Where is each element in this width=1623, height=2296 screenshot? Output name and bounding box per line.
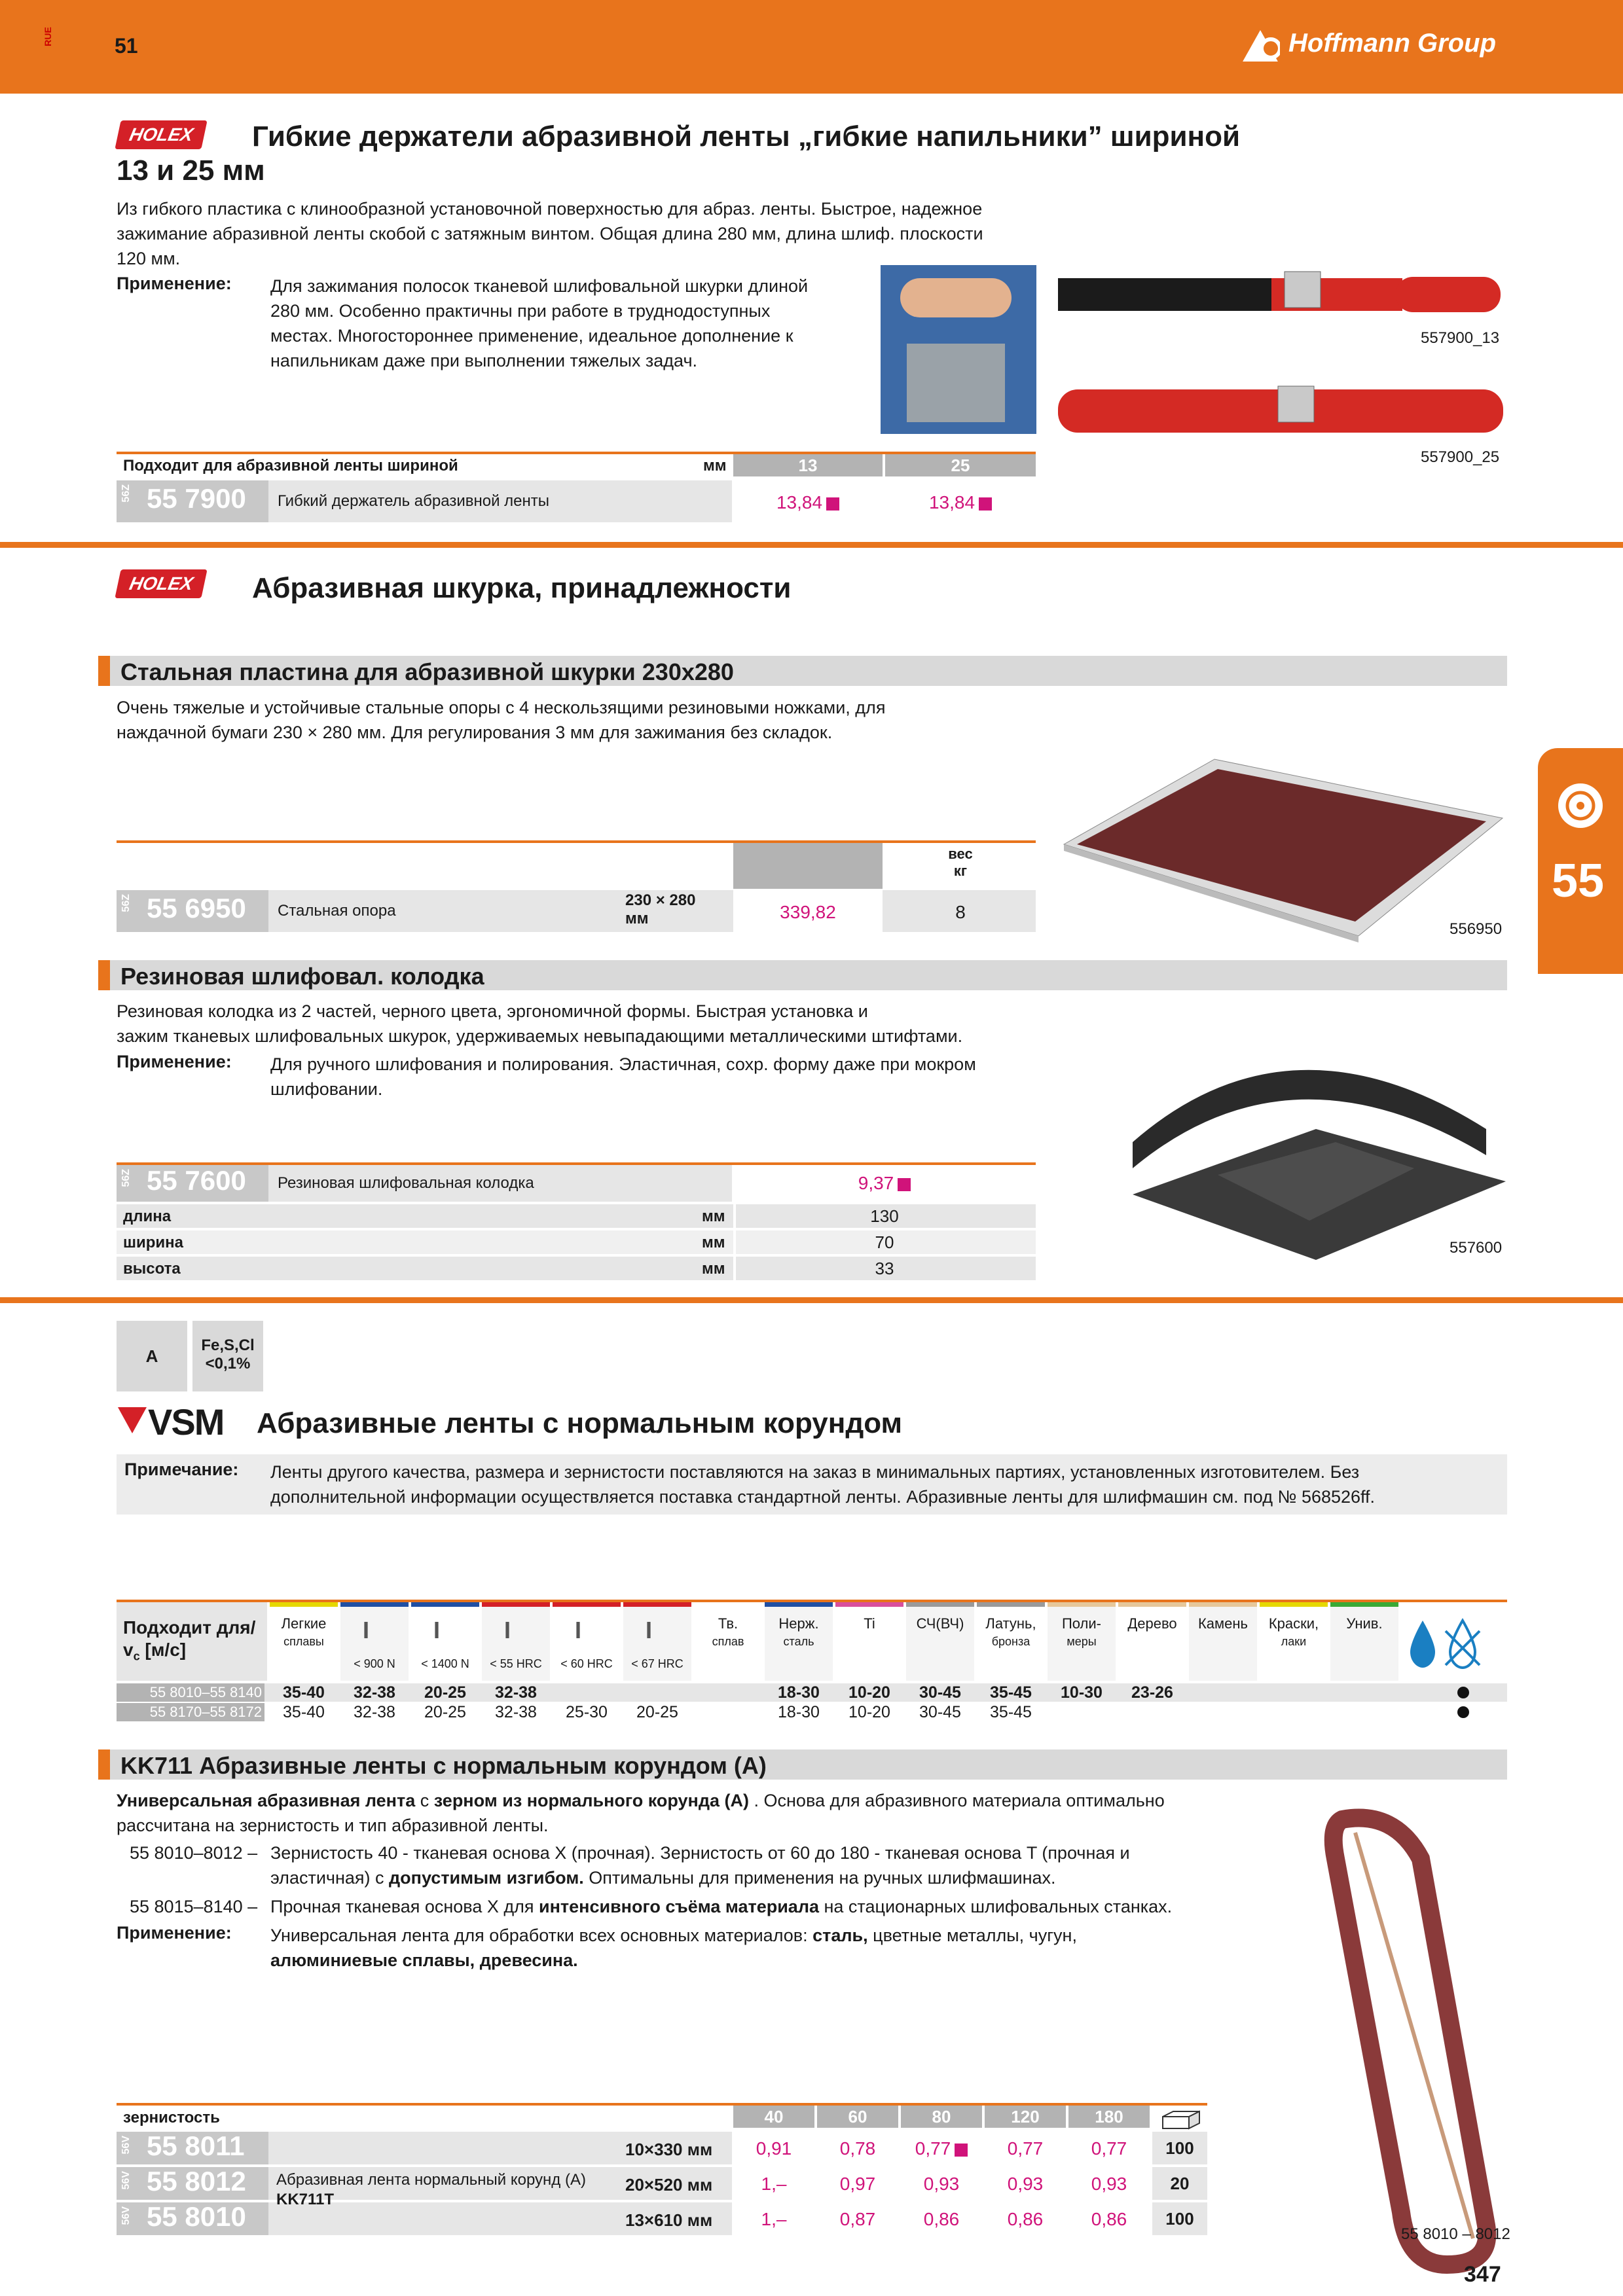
fits-width-label: Подходит для абразивной ленты шириной	[123, 457, 458, 475]
spec-label: длина	[123, 1208, 172, 1225]
item-bold: интенсивного съёма материала	[539, 1897, 819, 1916]
section4-application	[270, 1052, 976, 1102]
article-number-box[interactable]	[117, 2202, 268, 2235]
material-subname: меры	[1067, 1635, 1097, 1648]
size-cell	[625, 891, 695, 928]
vc-symbol: v	[123, 1640, 134, 1660]
desc-line: Из гибкого пластика с клинообразной установочной поверхностью для абраз. ленты. Быстрое, надежное	[117, 199, 983, 219]
material-color-stripe	[1118, 1602, 1186, 1607]
material-color-stripe	[623, 1602, 691, 1607]
grit-price[interactable]	[985, 2209, 1066, 2230]
spec-value: 70	[875, 1232, 894, 1252]
app-text: Универсальная лента для обработки всех основных материалов:	[270, 1926, 813, 1945]
desc-line: наждачной бумаги 230 × 280 мм. Для регулирования 3 мм для зажимания без складок.	[117, 723, 833, 742]
image-label-556950: 556950	[1450, 920, 1503, 938]
holex-brand-badge: HOLEX	[115, 569, 208, 598]
material-color-stripe	[553, 1602, 621, 1607]
section2-title: Абразивная шкурка, принадлежности	[252, 572, 792, 604]
package-box-icon	[1160, 2109, 1202, 2130]
article-number-box[interactable]	[117, 480, 268, 522]
item-bold: допустимым изгибом.	[389, 1868, 584, 1888]
item2-text	[270, 1894, 1172, 1919]
price-value: 1,–	[761, 2209, 787, 2229]
cutting-speed-value: 35-40	[283, 1703, 325, 1721]
section-separator	[0, 542, 1623, 548]
section6-application	[270, 1923, 1077, 1973]
material-name: СЧ(ВЧ)	[916, 1615, 964, 1632]
material-subname: < 900 N	[354, 1657, 395, 1670]
steel-beam-icon: I	[363, 1617, 370, 1643]
rubber-block-section-bar	[98, 960, 1507, 990]
cutting-speed-value: 30-45	[919, 1703, 961, 1721]
usage-photo	[881, 265, 1036, 434]
price-13[interactable]	[733, 492, 883, 513]
material-color-stripe	[270, 1602, 338, 1607]
belt-type: KK711T	[276, 2191, 335, 2208]
cutting-speed-value: 18-30	[778, 1703, 820, 1721]
price-value: 0,86	[923, 2209, 960, 2229]
intro-bold: зерном из нормального корунда (A)	[433, 1791, 750, 1810]
cutting-speed-value: 35-45	[990, 1703, 1032, 1721]
grit-column-head: 120	[985, 2106, 1066, 2128]
grinding-disc-icon	[1557, 782, 1604, 829]
price-value: 0,97	[839, 2174, 876, 2194]
item-text: Оптимальны для применения на ручных шлифмашинах.	[583, 1868, 1056, 1888]
material-subname: сплавы	[283, 1635, 324, 1648]
grit-price[interactable]	[1068, 2138, 1150, 2159]
price-value: 0,86	[1007, 2209, 1044, 2229]
price-value: 0,77	[1091, 2138, 1127, 2159]
accent-bar	[98, 1749, 110, 1780]
material-name: Ti	[864, 1615, 875, 1632]
kk711-section-bar	[98, 1749, 1507, 1780]
spec-label: ширина	[123, 1234, 184, 1251]
intro-text: . Основа для абразивного материала оптимально	[749, 1791, 1165, 1810]
article-number-box[interactable]	[117, 2132, 268, 2164]
marker-icon	[826, 497, 839, 511]
pack-quantity: 20	[1152, 2167, 1207, 2200]
section1-title-line2: 13 и 25 мм	[117, 154, 265, 187]
abrasive-type-box: A	[117, 1321, 187, 1391]
price-25[interactable]	[885, 492, 1036, 513]
price-value: 0,86	[1091, 2209, 1127, 2229]
material-name: Легкие	[281, 1615, 327, 1632]
no-coolant-drop-icon	[1443, 1618, 1482, 1670]
section4-description	[117, 999, 962, 1049]
cutting-speed-value: 35-45	[990, 1683, 1032, 1702]
marker-icon	[898, 1178, 911, 1191]
article-prefix: 56Z	[120, 484, 132, 503]
abrasive-belt-image	[1316, 1806, 1512, 2278]
material-subname: лаки	[1281, 1635, 1307, 1648]
material-color-stripe	[765, 1602, 833, 1607]
table-top-rule	[117, 840, 1036, 843]
image-label-557600: 557600	[1450, 1239, 1503, 1257]
material-subname: < 55 HRC	[490, 1657, 542, 1670]
material-subname: сталь	[783, 1635, 814, 1648]
rubber-block-image	[1120, 1024, 1512, 1273]
marker-icon	[955, 2144, 968, 2157]
article-range: 55 8170–55 8172	[117, 1703, 264, 1721]
material-color-stripe	[906, 1602, 974, 1607]
item1-text	[270, 1840, 1305, 1890]
app-line: 280 мм. Особенно практичны при работе в труднодоступных	[270, 301, 771, 321]
weight-unit: кг	[953, 863, 968, 879]
flexible-file-25-image	[1055, 383, 1507, 442]
vsm-triangle-icon	[118, 1407, 147, 1433]
cutting-speed-value: 20-25	[424, 1703, 466, 1721]
application-label: Применение:	[117, 1052, 232, 1071]
material-color-stripe	[1330, 1602, 1398, 1607]
cutting-speed-value: 23-26	[1131, 1683, 1173, 1702]
region-code: RUE	[42, 27, 53, 46]
spec-value: 130	[870, 1206, 899, 1226]
unit-label: мм	[703, 457, 727, 475]
price-steel-plate[interactable]: 339,82	[780, 902, 836, 922]
material-color-stripe	[1048, 1602, 1116, 1607]
note-line: дополнительной информации осуществляется поставка стандартной ленты. Абразивные ленты для шлифмашин см. под № 568526ff.	[270, 1487, 1376, 1507]
price-value: 13,84	[928, 492, 976, 512]
section6-title: KK711 Абразивные ленты с нормальным корундом (A)	[120, 1752, 767, 1779]
grit-column-head: 60	[817, 2106, 898, 2128]
cutting-speed-value: 32-38	[354, 1683, 395, 1702]
app-line: шлифовании.	[270, 1079, 383, 1099]
article-number: 55 6950	[147, 893, 246, 924]
steel-beam-icon: I	[504, 1617, 511, 1643]
cutting-speed-value: 18-30	[778, 1683, 820, 1702]
cutting-speed-value: 10-20	[848, 1683, 890, 1702]
app-line: Для зажимания полосок тканевой шлифовальной шкурки длиной	[270, 276, 809, 296]
note-line: Ленты другого качества, размера и зернистости поставляются на заказ в минимальных партиях, установленных изготовителем. Без	[270, 1462, 1360, 1482]
cutting-speed-value: 32-38	[354, 1703, 395, 1721]
intro-line: рассчитана на зернистость и тип абразивной ленты.	[117, 1816, 549, 1835]
grit-price[interactable]	[733, 2138, 814, 2159]
price-value: 0,93	[923, 2174, 960, 2194]
cutting-speed-value: 20-25	[636, 1703, 678, 1721]
note-text	[270, 1460, 1375, 1509]
belt-size: 20×520 мм	[625, 2175, 713, 2195]
article-number: 55 8011	[147, 2130, 245, 2161]
material-color-stripe	[1189, 1602, 1257, 1607]
material-name: Унив.	[1346, 1615, 1383, 1632]
section5-title: Абразивные ленты с нормальным корундом	[257, 1407, 903, 1439]
table-head-row	[117, 454, 732, 476]
item2-code: 55 8015–8140 –	[130, 1897, 258, 1916]
article-number-box[interactable]	[117, 2167, 268, 2200]
cutting-speed-value: 35-40	[283, 1683, 325, 1702]
price-value: 0,77	[915, 2138, 951, 2159]
cutting-speed-value: 20-25	[424, 1683, 466, 1702]
image-label-belt: 55 8010 – 8012	[1401, 2225, 1510, 2243]
article-description: Гибкий держатель абразивной ленты	[278, 492, 550, 510]
vsm-logo	[118, 1407, 147, 1433]
material-color-stripe	[977, 1602, 1045, 1607]
dry-use-dot-icon	[1457, 1706, 1469, 1718]
application-label: Применение:	[117, 1923, 232, 1943]
price-value: 0,93	[1007, 2174, 1044, 2194]
price-value: 0,91	[756, 2138, 792, 2159]
marker-icon	[979, 497, 992, 511]
section1-title-line1: Гибкие держатели абразивной ленты „гибкие напильники” шириной	[252, 120, 1241, 152]
item1-code: 55 8010–8012 –	[130, 1843, 258, 1863]
note-label: Примечание:	[124, 1460, 239, 1479]
app-line: местах. Многостороннее применение, идеальное дополнение к	[270, 326, 793, 346]
grit-price[interactable]	[733, 2174, 814, 2195]
grit-price[interactable]	[817, 2138, 898, 2159]
steel-beam-icon: I	[433, 1617, 441, 1643]
section4-title: Резиновая шлифовал. колодка	[120, 963, 484, 990]
section1-description	[117, 196, 983, 271]
grit-price[interactable]	[733, 2209, 814, 2230]
desc-line: Резиновая колодка из 2 частей, черного цвета, эргономичной формы. Быстрая установка и	[117, 1001, 868, 1021]
article-prefix: 56V	[120, 2206, 132, 2225]
catalog-page-number: 51	[115, 34, 138, 58]
app-bold: сталь,	[812, 1926, 868, 1945]
sulfur-free-box	[192, 1321, 263, 1391]
article-number: 55 8012	[147, 2166, 246, 2197]
price-value: 13,84	[776, 492, 823, 512]
price-value: 9,37	[858, 1173, 894, 1193]
pack-quantity: 100	[1152, 2202, 1207, 2235]
material-subname: бронза	[991, 1635, 1030, 1648]
belt-desc-line: Абразивная лента нормальный корунд (A)	[276, 2171, 586, 2189]
cutting-speed-value: 30-45	[919, 1683, 961, 1702]
image-label-13: 557900_13	[1421, 329, 1500, 347]
grit-price[interactable]	[901, 2138, 982, 2159]
material-subname: < 67 HRC	[631, 1657, 684, 1670]
material-color-stripe	[694, 1602, 762, 1607]
spec-value: 33	[875, 1259, 894, 1278]
price-value: 0,77	[1007, 2138, 1044, 2159]
spec-unit: мм	[702, 1260, 725, 1278]
article-desc-cell	[268, 1165, 732, 1202]
accent-bar	[98, 960, 110, 990]
cutting-speed-value: 25-30	[566, 1703, 608, 1721]
material-subname: сплав	[712, 1635, 744, 1648]
intro-text: с	[415, 1791, 434, 1810]
vc-sub: c	[133, 1649, 140, 1663]
grit-label: зернистость	[123, 2109, 220, 2126]
spec-label: высота	[123, 1260, 181, 1278]
weight-value: 8	[955, 902, 966, 922]
application-label: Применение:	[117, 274, 232, 293]
size-value: 230 × 280	[625, 891, 696, 909]
col-label: 25	[951, 456, 970, 475]
col-head-13	[733, 454, 883, 476]
article-prefix: 56V	[120, 2171, 132, 2190]
suitable-for-label	[123, 1617, 255, 1668]
image-label-25: 557900_25	[1421, 448, 1500, 466]
material-name: Краски,	[1268, 1615, 1319, 1632]
item-text: эластичная) с	[270, 1868, 390, 1888]
section3-title: Стальная пластина для абразивной шкурки 230x280	[120, 658, 734, 685]
grit-price[interactable]	[817, 2209, 898, 2230]
col-label: 13	[798, 456, 818, 475]
spec-unit: мм	[702, 1208, 725, 1225]
section3-description	[117, 695, 885, 745]
holex-brand-badge: HOLEX	[115, 120, 208, 149]
steel-plate-section-bar	[98, 656, 1507, 686]
material-name: Нерж.	[778, 1615, 819, 1632]
grit-price[interactable]	[985, 2174, 1066, 2195]
pack-quantity: 100	[1152, 2132, 1207, 2164]
desc-line: 120 мм.	[117, 249, 181, 268]
desc-line: Очень тяжелые и устойчивые стальные опоры с 4 нескользящими резиновыми ножками, для	[117, 698, 886, 717]
cutting-speed-value: 32-38	[495, 1703, 537, 1721]
section-separator	[0, 1297, 1623, 1303]
app-line: Для ручного шлифования и полирования. Эластичная, сохр. форму даже при мокром	[270, 1054, 976, 1074]
cutting-speed-value: 10-30	[1061, 1683, 1103, 1702]
grit-price[interactable]	[901, 2174, 982, 2195]
article-prefix: 56Z	[120, 1169, 132, 1187]
fe-label: Fe,S,Cl	[201, 1336, 255, 1354]
price-col-head	[733, 843, 883, 889]
item-text: Прочная тканевая основа X для	[270, 1897, 539, 1916]
material-color-stripe	[835, 1602, 903, 1607]
grit-price[interactable]	[1068, 2209, 1150, 2230]
item-text: на стационарных шлифовальных станках.	[819, 1897, 1173, 1916]
suit-line: Подходит для/	[123, 1617, 256, 1638]
spec-unit: мм	[702, 1234, 725, 1251]
app-text: цветные металлы, чугун,	[867, 1926, 1077, 1945]
article-prefix: 56V	[120, 2136, 132, 2155]
article-desc-cell	[268, 480, 732, 522]
article-prefix: 56Z	[120, 894, 132, 912]
article-description: Стальная опора	[278, 902, 396, 920]
desc-line: зажимание абразивной ленты скобой с затяжным винтом. Общая длина 280 мм, длина шлиф. плоскости	[117, 224, 983, 243]
material-name: Дерево	[1127, 1615, 1177, 1632]
weight-col-head	[885, 846, 1036, 880]
article-number-box[interactable]	[117, 1165, 268, 1202]
material-color-stripe	[1260, 1602, 1328, 1607]
grit-column-head: 80	[901, 2106, 982, 2128]
size-unit: мм	[625, 910, 649, 927]
item-line: Зернистость 40 - тканевая основа X (прочная). Зернистость от 60 до 180 - тканевая основа T (прочная и	[270, 1843, 1130, 1863]
brand-logo-text: Hoffmann Group	[1288, 29, 1497, 58]
grit-price[interactable]	[901, 2209, 982, 2230]
article-number-box[interactable]	[117, 890, 268, 932]
belt-size: 13×610 мм	[625, 2210, 713, 2230]
grit-column-head: 180	[1068, 2106, 1150, 2128]
article-description: Резиновая шлифовальная колодка	[278, 1174, 534, 1192]
material-name: Камень	[1197, 1615, 1249, 1632]
price-value: 0,78	[839, 2138, 876, 2159]
fe-value: <0,1%	[205, 1355, 251, 1372]
cutting-speed-value: 10-20	[848, 1703, 890, 1721]
material-name: Тв.	[718, 1615, 739, 1632]
cutting-speed-value: 32-38	[495, 1683, 537, 1702]
article-number: 55 8010	[147, 2201, 246, 2232]
grit-price[interactable]	[1068, 2174, 1150, 2195]
article-number: 55 7900	[147, 483, 246, 514]
vsm-brand-text: VSM	[148, 1401, 224, 1443]
belt-size: 10×330 мм	[625, 2140, 713, 2159]
footer-page-number: 347	[1464, 2262, 1501, 2287]
steel-beam-icon: I	[646, 1617, 653, 1643]
flexible-file-13-image	[1055, 265, 1507, 331]
intro-bold: Универсальная абразивная лента	[117, 1791, 416, 1810]
grit-column-head: 40	[733, 2106, 814, 2128]
price-value: 0,93	[1091, 2174, 1127, 2194]
material-subname: < 60 HRC	[560, 1657, 613, 1670]
belt-description	[276, 2170, 586, 2210]
section1-application	[270, 274, 808, 373]
accent-bar	[98, 656, 110, 686]
weight-label: вес	[948, 846, 973, 862]
grit-price[interactable]	[985, 2138, 1066, 2159]
price-value: 0,87	[839, 2209, 876, 2229]
col-head-25	[885, 454, 1036, 476]
vc-unit: [м/с]	[139, 1640, 187, 1660]
dry-use-dot-icon	[1457, 1687, 1469, 1698]
material-color-stripe	[411, 1602, 479, 1607]
hoffmann-logo-icon	[1241, 27, 1280, 62]
steel-beam-icon: I	[575, 1617, 582, 1643]
steel-plate-image	[1057, 746, 1509, 942]
chapter-number: 55	[1552, 855, 1605, 907]
grit-price[interactable]	[817, 2174, 898, 2195]
material-subname: < 1400 N	[421, 1657, 469, 1670]
coolant-drop-icon	[1406, 1618, 1439, 1670]
price-value: 1,–	[761, 2174, 787, 2194]
divider	[883, 480, 885, 522]
price-rubber-block[interactable]	[733, 1173, 1036, 1194]
app-line: алюминиевые сплавы, древесина.	[270, 1950, 578, 1970]
material-name: Латунь,	[985, 1615, 1036, 1632]
material-color-stripe	[482, 1602, 550, 1607]
article-number: 55 7600	[147, 1165, 246, 1196]
material-color-stripe	[340, 1602, 409, 1607]
material-name: Поли-	[1061, 1615, 1102, 1632]
section6-intro	[117, 1788, 1308, 1838]
app-line: напильникам даже при выполнении тяжелых задач.	[270, 351, 698, 370]
article-range: 55 8010–55 8140	[117, 1683, 264, 1702]
desc-line: зажим тканевых шлифовальных шкурок, удерживаемых невыпадающими металлическими штифтами.	[117, 1026, 963, 1046]
